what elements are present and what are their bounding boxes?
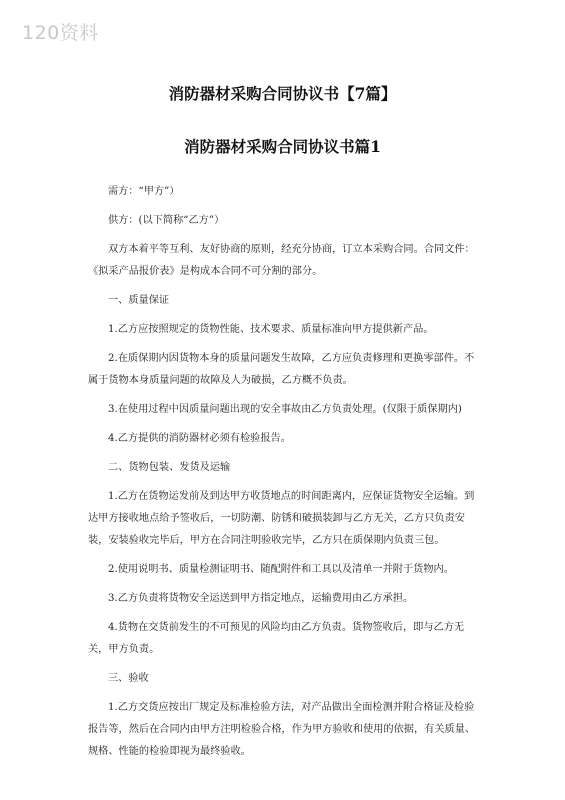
heading-quality: 一、质量保证: [108, 295, 170, 306]
document-title: 消防器材采购合同协议书【7篇】: [168, 84, 397, 103]
heading-acceptance: 三、验收: [108, 673, 149, 684]
paragraph-shipping-3: 3.乙方负责将货物安全运送到甲方指定地点，运输费用由乙方承担。: [108, 593, 414, 604]
paragraph-intro: 双方本着平等互利、友好协商的原则，经充分协商，订立本采购合同。合同文件：《拟采产品报价表》是构成本合同不可分割的部分。: [88, 244, 475, 277]
document-body: [88, 181, 483, 770]
paragraph-quality-1: 1.乙方应按照规定的货物性能、技术要求、质量标准向甲方提供新产品。: [108, 324, 434, 335]
watermark-logo: 120资料: [22, 22, 99, 44]
paragraph-shipping-2: 2.使用说明书、质量检测证明书、随配附件和工具以及清单一并附于货物内。: [108, 564, 454, 575]
paragraph-quality-3: 3.在使用过程中因质量问题出现的安全事故由乙方负责处理。(仅限于质保期内): [108, 404, 462, 415]
section-title: 消防器材采购合同协议书篇1: [184, 137, 381, 156]
paragraph-acceptance-1: 1.乙方交货应按出厂规定及标准检验方法，对产品做出全面检测并附合格证及检验报告等，然后在合同内由甲方注明检验合格，作为甲方验收和使用的依据，有关质量、规格、性能的检验即视为最终验收。: [88, 702, 476, 757]
heading-shipping: 二、货物包装、发货及运输: [108, 462, 231, 473]
paragraph-buyer: 需方：“甲方”）: [108, 186, 180, 197]
paragraph-quality-4: 4.乙方提供的消防器材必须有检验报告。: [108, 433, 291, 444]
paragraph-shipping-4: 4.货物在交货前发生的不可预见的风险均由乙方负责。货物签收后，即与乙方无关，甲方负责。: [88, 622, 465, 655]
paragraph-shipping-1: 1.乙方在货物运发前及到达甲方收货地点的时间距离内，应保证货物安全运输。到达甲方接收地点给予签收后，一切防潮、防锈和破损装卸与乙方无关，乙方只负责安装，安装验收完毕后，甲方在合同注明验收完毕，乙方只在质保期内负责三包。: [88, 491, 475, 546]
paragraph-quality-2: 2.在质保期内因货物本身的质量问题发生故障，乙方应负责修理和更换零部件。不属于货物本身质量问题的故障及人为破损，乙方概不负责。: [88, 353, 475, 386]
paragraph-supplier: 供方：(以下简称“乙方”）: [108, 215, 225, 226]
